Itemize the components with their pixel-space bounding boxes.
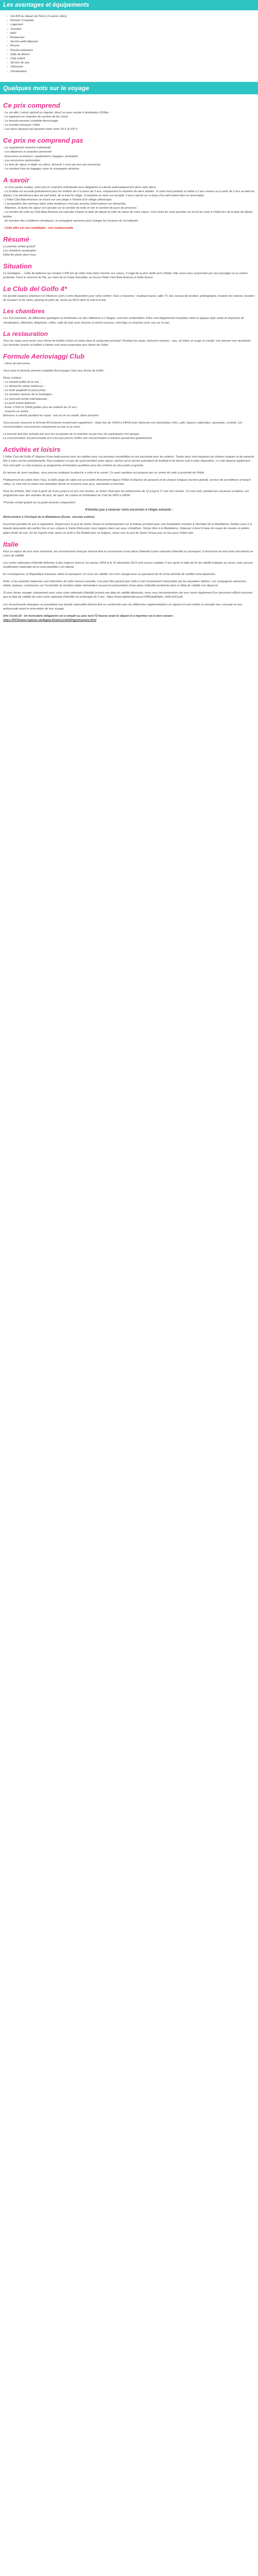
formule-line: - Le dimanche soirée barbecue ;	[3, 385, 45, 388]
equipment-item	[6, 23, 255, 27]
activites-heading: Activités et loisirs	[3, 446, 61, 454]
equipment-item	[6, 31, 255, 36]
check-icon: ✓	[6, 31, 9, 35]
situation-heading: Situation	[3, 262, 32, 270]
equipment-item-label: Salle de fitness	[10, 53, 30, 56]
formule-text: Vous avez la formule pension complète Aerovoyage Club sous forme de buffet :	[3, 369, 105, 372]
section-heading: Ce prix ne comprend pas	[3, 137, 84, 145]
activites-text: L'Hôtel Club del Golfo 4* dispose d'une belle piscine pour les adultes pour vos journées ensoleillées et une piscinette pour les enfants. Toutes deux sont équipées de chaises longues et de parasols (lits à votre service gratuitement). Pour pratiquer un peu de sport pendant votre séjour, sachez qu'un terrain polyvalent de football et de tennis sont à votre disposition. Le club dispose également d'un mini golf. Le club propose un programme d'animation quotidien pour des enfants les plus petits et grands.	[3, 455, 254, 467]
equipment-item-label: Pension Complète	[10, 19, 34, 23]
italie-text4: Enfin, si les autorités italiennes sont informées de cette mesure nouvelle, il ne peut être garanti que celle-ci soit correctement interprétée par les douaniers italiens. Les compagnies aériennes, hôtels, bateaux, commerces sur l'ensemble du territoire italien demandent souvent la présentation d'une pièce d'identité pertinente dans le délai de validité non dépassé.	[3, 580, 247, 588]
check-icon: ✓	[6, 44, 9, 48]
section-heading: Ce prix comprend	[3, 101, 60, 109]
chambres-heading: Les chambres	[3, 308, 45, 315]
equipment-item	[6, 57, 255, 61]
italie-text: Pour un séjour de trois mois maximum, les ressortissants français doivent être en possession d'une pièce d'identité (carte nationale d'identité ou passeport, à l'exclusion de tout autre document) en cours de validité.	[3, 550, 253, 557]
formule-line: - La semaine saveurs de la Sardaigne ;	[3, 393, 54, 397]
section-line: - Le supplément chambre individuelle	[3, 146, 51, 150]
italie-heading: Italie	[3, 540, 19, 548]
section-line: - L'acceptation des animaux dans cette résidence n'est pas assurée (informations sur demande).	[3, 202, 127, 206]
formule-text3: La formule doit être achetée par tous les occupants de la chambre ou par tous les participants d'un groupe.	[3, 433, 140, 436]
check-icon: ✓	[6, 19, 9, 23]
section-line: - La formule pension complète Aerovoyage	[3, 120, 58, 123]
section-line: - Le vol aller / retour spécial ou régulier, direct ou avec escale à destination d'Olbia	[3, 111, 109, 114]
golfo-heading: Le Club del Golfo 4*	[3, 285, 67, 293]
equipment-item-label: Piscine extérieure	[10, 48, 34, 52]
formule-heading: Formule Aerioviaggi Club	[3, 352, 85, 360]
activites-note: *Premier enfant gratuit sur la partie terrestre uniquement	[3, 501, 75, 505]
check-icon: ✓	[6, 15, 9, 18]
section-line: - Le lit bébé est accordé gratuitement pour les enfants de 0 à moins de 2 ans, uniquement la chambre de deux adultes. Si votre bout (enfant) ou bébé a 2 ans révolus ou à partir de 2 ans au-delà du départ, il ne bénéficiera plus de tarif bébé, de la tranche d'âge. Si toutefois le choix est accepté, il sera calculé sur la base d'un tarif enfant dans la réservation.	[3, 190, 255, 198]
resume-heading: Résumé	[3, 235, 29, 243]
equipment-item	[6, 44, 255, 48]
section-line: - L'hôtel Club Baia Aranzos se trouve sur une plage à l'entrée d'un village pittoresque.	[3, 198, 112, 202]
section-line: - Le transfert aéroport / hôtel	[3, 124, 40, 127]
equipment-list	[6, 14, 255, 74]
check-icon: ✓	[6, 57, 9, 61]
section-heading: A savoir	[3, 176, 29, 184]
resume-list	[3, 245, 255, 257]
equipment-item	[6, 36, 255, 40]
formule-line: - Le samedi buffet de la mer ;	[3, 381, 41, 384]
section-line: - Le logement en chambre du nombre de lits choisi	[3, 115, 68, 118]
equipment-item	[6, 40, 255, 44]
section-line: - La taxe de séjour à régler sur place, (environ 1 euro par jour par personne)	[3, 163, 101, 166]
restauration-text: Tous les repas sont servis sous forme de buffets riches et variés dans le restaurant principal. Pendant les repas, boissons incluses : eau, vin blanc et rouge en carafe, une boisson non alcoolisée. Les formules snacks et buffets à thème sont aussi proposées aux clients de l'hôtel.	[3, 339, 252, 347]
formule-line: - Entre 17h00 et 19h00 goûter pour les enfants de 12 ans ;	[3, 405, 78, 409]
italie-text3: En conséquence, la République française utilise le passeport, en cours de validité, lors d'un voyage avec un passeport de fin d'une période de validité extra-dépassée.	[3, 573, 216, 577]
check-icon: ✓	[6, 23, 9, 27]
formule-line: Boissons à volonté pendant les repas : eau et vin en carafe, bière pression	[3, 414, 99, 417]
check-icon: ✓	[6, 61, 9, 65]
activites-text3: Pratiquement les pieds dans l'eau, la belle plage de sable est accessible directement depuis l'hôtel et dispose de parasols et de chaises longues (service gratuit), service de surveillance et beach volley. Le club met en place une animation diurne et nocturne avec jeux, spectacles et tournois.	[3, 478, 251, 486]
equipment-item	[6, 19, 255, 23]
resume-line: Le premier enfant gratuit*	[3, 245, 36, 248]
equipment-item	[6, 61, 255, 65]
formule-intro: - Verre de bienvenue	[3, 362, 30, 365]
equipment-item-label: Service de spa	[10, 61, 29, 65]
golfo-text: De grande espaces extérieurs et intérieurs sont à votre disposition pour votre confort. Vous y trouverez : boutique bazar, salle TV, bar, bureau de location, photographe, location de voitures, location de scooters et de vélos, parking en plein air, accès au Wi-Fi dans le hall et le bar.	[3, 295, 254, 302]
activites-text2: En termes de sport nautique, vous pourrez pratiquer la planche à voile et le canoë. Ce sport nautique est proposé par un centre de voile à proximité de l'hôtel.	[3, 471, 205, 474]
situation-text: La Sardaigne… Cette île italienne qui compte 2 000 km de côtes mais faire chavirer vos cœurs. Il s'agit de la plus vieille terre d'Italie. Elle saura vous surprendre par ses paysages et sa culture profonde. Dans le nord-est de l'île, au cœur de la Costa Smeralda, se trouve l'hôtel Club Baia Aranzos à Golfo Aranci.	[3, 272, 248, 280]
section-line: - Assurance assistance, rapatriement, bagages, annulation	[3, 155, 78, 158]
equipment-item-label: Télévision	[10, 65, 23, 69]
equipment-item	[6, 65, 255, 69]
italie-text6: Les ressortissants étrangers ou possédant une double nationalité doivent être en conformité avec les différentes réglementations en vigueur et sont invités à consulter leur consulat ou leur ambassade avant la réservation de leur voyage.	[3, 603, 243, 611]
italie-text5: Si vous devez voyager uniquement avec votre carte nationale d'identité portant une date de validité dépassée, nous vous recommandons de vous munir également d'un document officiel prouvant que la date de validité de votre carte nationale d'identité est prolongée de 5 ans : https://www.diplomatie.gouv.fr/IMG/pdf/italie_cle8c1b53.pdf	[3, 591, 253, 599]
equipment-item	[6, 14, 255, 19]
resume-line: Hôtel les pieds dans l'eau	[3, 253, 36, 257]
formule-line: - Le lundi spaghetti et pizza party ;	[3, 389, 47, 393]
equipment-item-label: Restaurant	[10, 36, 25, 40]
restauration-heading: La restauration	[3, 330, 48, 337]
important-note: - Cette offre est non modifiable - non remboursable	[3, 226, 74, 230]
section-line: - Les taxes aéroport qui peuvent varier entre 30 € et 200 €	[3, 128, 78, 131]
check-icon: ✓	[6, 65, 9, 69]
equipment-section	[0, 10, 258, 78]
chambres-text: Les 114 chambres, de différentes typologies et distribuées sur des bâtiments à 2 étages, sont très confortables. Elles sont élégamment meublées dans le typique style sarde et disposent de climatisation, télévision, téléphone, coffre, salle de bain avec douche et sèche-cheveux, mini-frigo et certaines avec vue sur la mer.	[3, 317, 244, 325]
equipment-item-label: Voil A/R au départ de Paris (+5 autres villes)	[10, 15, 67, 18]
check-icon: ✓	[6, 27, 9, 31]
equipment-item-label: Piscine	[10, 44, 20, 48]
formule-line: - Surprise en soirée	[3, 410, 28, 413]
formule-list	[3, 376, 255, 418]
formule-line: - Le mercredi soirée internationale ;	[3, 397, 49, 401]
covid-link[interactable]: https://XXX/www.regione.sardegna.it/san/covid19/registrazione.html	[3, 618, 96, 622]
travel-sections	[3, 101, 255, 223]
formule-text2: Vous pouvez souscrire la formule All Inclusive moyennant supplément : Open bar de 10h00 à 24h00 avec boissons non alcoolisées, thés, café, liqueurs nationales, spumante, cocktail. Les consommations sont prévues uniquement au bar et au verre.	[3, 421, 243, 429]
resume-line: Les chambres quadruples	[3, 249, 37, 252]
check-icon: ✓	[6, 48, 9, 52]
excursion-text: Excursion possible du juin à septembre. Départ pour le port de Santa Teresa et embarquement sur le bateau privatisé pour une inoubliable croisière à l'Archipel de la Maddalena. Dédiez-vous à la beauté épouvante des petites îles et ses criques à Santa Maria pour vous baigner dans ses eaux cristallines. Temps libre à la Maddalena. Déjeuner à bord à base de soupe de moules et petites pâtes (fruits de mer. En fin d'après-midi, après un arrêt à l'Ile Budelli pour se baigner, retour vers le port de Santa Teresa puis en bus pour l'hôtel club.	[3, 523, 252, 535]
equipment-item	[6, 48, 255, 53]
formule-line: Dîner à thème :	[3, 377, 23, 380]
travel-info-banner: Quelques mots sur le voyage	[0, 82, 258, 94]
check-icon: ✓	[6, 53, 9, 56]
section-line: - Le nombre de nuits au Club Baia Aranzos est calculée d'après la date de départ et celle du retour de votre séjour. Ceci inclut les nuits passées en vol et les nuits à l'hôtel lors de la date de départ tardive.	[3, 211, 253, 218]
check-icon: ✓	[6, 40, 9, 44]
covid-note: Info Covid-19 : Un formulaire obligatoire est à remplir au plus tard 72 heures avant le départ et à imprimer via le lien suivant :	[3, 614, 174, 618]
italie-text2: Les cartes nationales d'identité délivrées à des majeurs entre le 1er janvier 2004 et le 31 décembre 2013 sont encore valables 5 ans après la date de fin de validité indiquée au verso, mais aucune modification matérielle de la carte plastifiée n'en atteste.	[3, 561, 253, 569]
equipment-item-label: Logement	[10, 23, 23, 27]
page	[0, 0, 258, 623]
excursion-heading: N'hésitez pas à réserver votre excursion à l'étape suivante :	[85, 509, 173, 512]
equipment-item-label: Climatisation	[10, 70, 27, 73]
section-line: - Le montant frais de bagages selon la compagnie aérienne	[3, 167, 79, 171]
formule-line: - Le jeudi soirée italienne ;	[3, 401, 37, 405]
travel-info-section	[0, 94, 258, 623]
section-line: - Attention, la durée du séjour est calculée sur le nombre de nuits et non le nombre de jours de présence.	[3, 207, 138, 210]
equipment-item-label: Club enfant	[10, 57, 25, 61]
activites-text4: Pour les enfants, Mini Club à partir de 4 ans jusqu'à 12 ans non révolus, et Junior Club pour les adolescents de 12 jusqu'à 17 ans non révolus. Ce mini club, pendant les vacances scolaires, est programmé avec des activités de jeux, de sport, de cuisine et d'animation du Club de 9h00 à 18h00.	[3, 489, 249, 497]
section-line: - Les excursions optionnelles	[3, 159, 41, 162]
section-line: - Les dépenses à caractère personnel	[3, 150, 52, 154]
equipment-item	[6, 27, 255, 31]
formule-text4: La consommation est personnelle et il n'est pas permis d'offrir une consommation à d'autres personnes gratuitement.	[3, 437, 153, 440]
section-line: - Si vous partez seul(e), votre prix en chambre individuelle sera obligatoire et calculé automatiquement dans votre devis.	[3, 185, 157, 189]
equipment-banner: Les avantages et équipements	[0, 0, 258, 10]
equipment-item-label: WIFI	[10, 31, 17, 35]
section-line: - En fonction des conditions climatiques, la compagnie aérienne peut changer les horaires de vol indiqués.	[3, 219, 139, 223]
check-icon: ✓	[6, 36, 9, 40]
equipment-item	[6, 70, 255, 74]
equipment-item-label: Transfert	[10, 27, 22, 31]
check-icon: ✓	[6, 70, 9, 73]
equipment-item-label: Service petit-déjeuner	[10, 40, 39, 44]
excursion-subheading: Minicroisière à l'Archipel de la Maddalena (Durée: Journée entière)	[3, 516, 94, 519]
equipment-item	[6, 53, 255, 57]
